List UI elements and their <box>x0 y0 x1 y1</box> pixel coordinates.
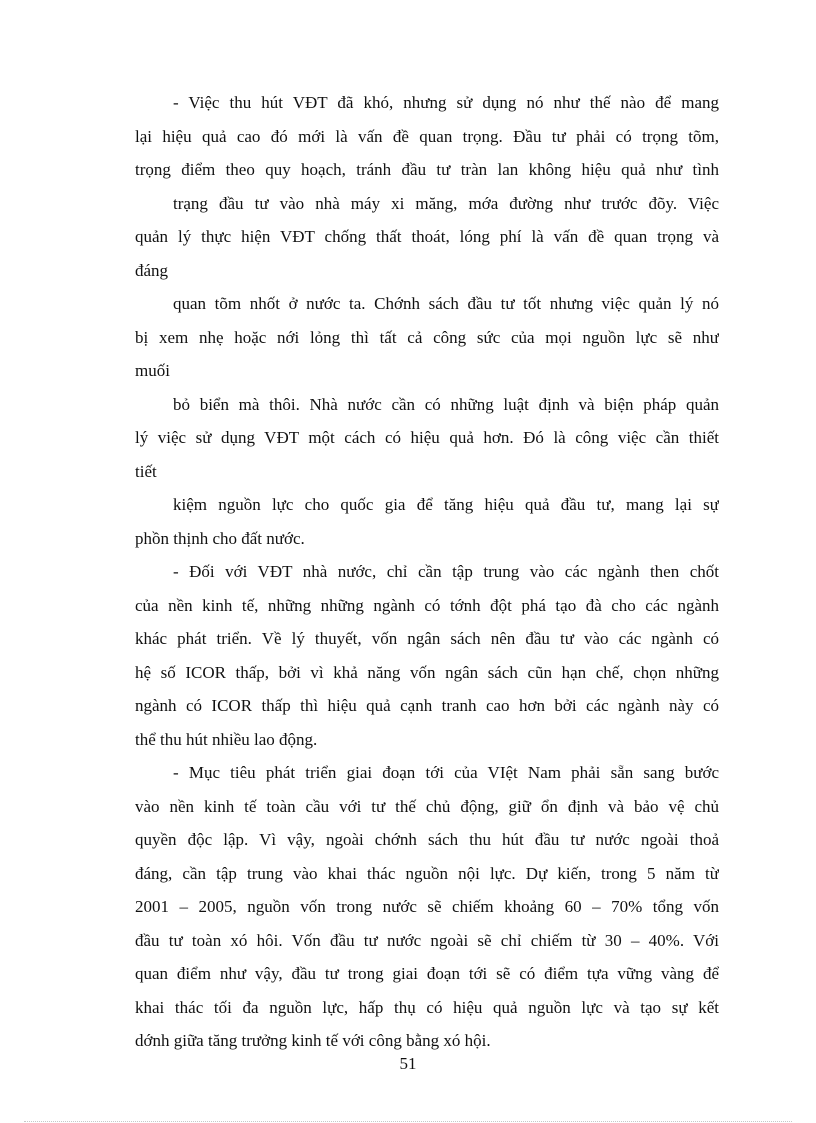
text-line: bị xem nhẹ hoặc nới lỏng thì tất cả công sức của mọi nguồn lực sẽ như <box>135 327 719 347</box>
text-line: - Việc thu hút VĐT đã khó, nhưng sử dụng nó như thế nào để mang <box>173 93 719 112</box>
text-line: đầu tư toàn xó hôi. Vốn đầu tư nước ngoài sẽ chỉ chiếm từ 30 – 40%. Với <box>135 930 719 950</box>
text-line: vào nền kinh tế toàn cầu với tư thế chủ động, giữ ổn định và bảo vệ chủ <box>135 796 719 816</box>
text-line: ngành có ICOR thấp thì hiệu quả cạnh tranh cao hơn bởi các ngành này có <box>135 696 719 715</box>
text-line: dớnh giữa tăng trưởng kinh tế với công bằng xó hội. <box>135 1031 491 1050</box>
text-line: - Mục tiêu phát triển giai đoạn tới của VIệt Nam phải sẵn sang bước <box>173 763 719 782</box>
text-line: trọng điểm theo quy hoạch, tránh đầu tư tràn lan không hiệu quả như tình <box>135 160 719 179</box>
text-line: khác phát triển. Về lý thuyết, vốn ngân sách nên đầu tư vào các ngành có <box>135 629 719 648</box>
text-line: thể thu hút nhiều lao động. <box>135 729 318 749</box>
text-line: đáng <box>135 260 169 280</box>
text-line: quan điểm như vậy, đầu tư trong giai đoạn tới sẽ có điểm tựa vững vàng để <box>135 964 719 983</box>
text-line: của nền kinh tế, những những ngành có tớnh đột phá tạo đà cho các ngành <box>135 595 719 615</box>
page-number: 51 <box>399 1054 417 1073</box>
text-line: muối <box>135 361 170 380</box>
text-line: 2001 – 2005, nguồn vốn trong nước sẽ chiếm khoảng 60 – 70% tổng vốn <box>135 897 719 916</box>
text-line: - Đối với VĐT nhà nước, chỉ cần tập trung vào các ngành then chốt <box>173 562 719 581</box>
text-line: quan tõm nhốt ở nước ta. Chớnh sách đầu tư tốt nhưng việc quản lý nó <box>173 294 719 313</box>
text-line: khai thác tối đa nguồn lực, hấp thụ có hiệu quả nguồn lực và tạo sự kết <box>135 997 719 1017</box>
text-line: quản lý thực hiện VĐT chống thất thoát, lóng phí là vấn đề quan trọng và <box>135 227 719 246</box>
text-line: lý việc sử dụng VĐT một cách có hiệu quả hơn. Đó là công việc cần thiết <box>135 428 719 447</box>
text-line: kiệm nguồn lực cho quốc gia để tăng hiệu quả đầu tư, mang lại sự <box>173 495 719 514</box>
body-text <box>135 86 719 1058</box>
text-line: tiết <box>135 461 157 481</box>
text-line: bỏ biển mà thôi. Nhà nước cần có những luật định và biện pháp quản <box>173 394 719 414</box>
text-line: phồn thịnh cho đất nước. <box>135 528 305 548</box>
text-line: quyền độc lập. Vì vậy, ngoài chớnh sách thu hút đầu tư nước ngoài thoả <box>135 830 719 849</box>
page-bottom-divider <box>24 1121 792 1122</box>
text-line: đáng, cần tập trung vào khai thác nguồn nội lực. Dự kiến, trong 5 năm từ <box>135 863 719 883</box>
text-line: lại hiệu quả cao đó mới là vấn đề quan trọng. Đầu tư phải có trọng tõm, <box>135 126 719 146</box>
text-line: trạng đầu tư vào nhà máy xi măng, mớa đường như trước đõy. Việc <box>173 193 719 213</box>
text-line: hệ số ICOR thấp, bởi vì khả năng vốn ngân sách cũn hạn chế, chọn những <box>135 662 719 682</box>
